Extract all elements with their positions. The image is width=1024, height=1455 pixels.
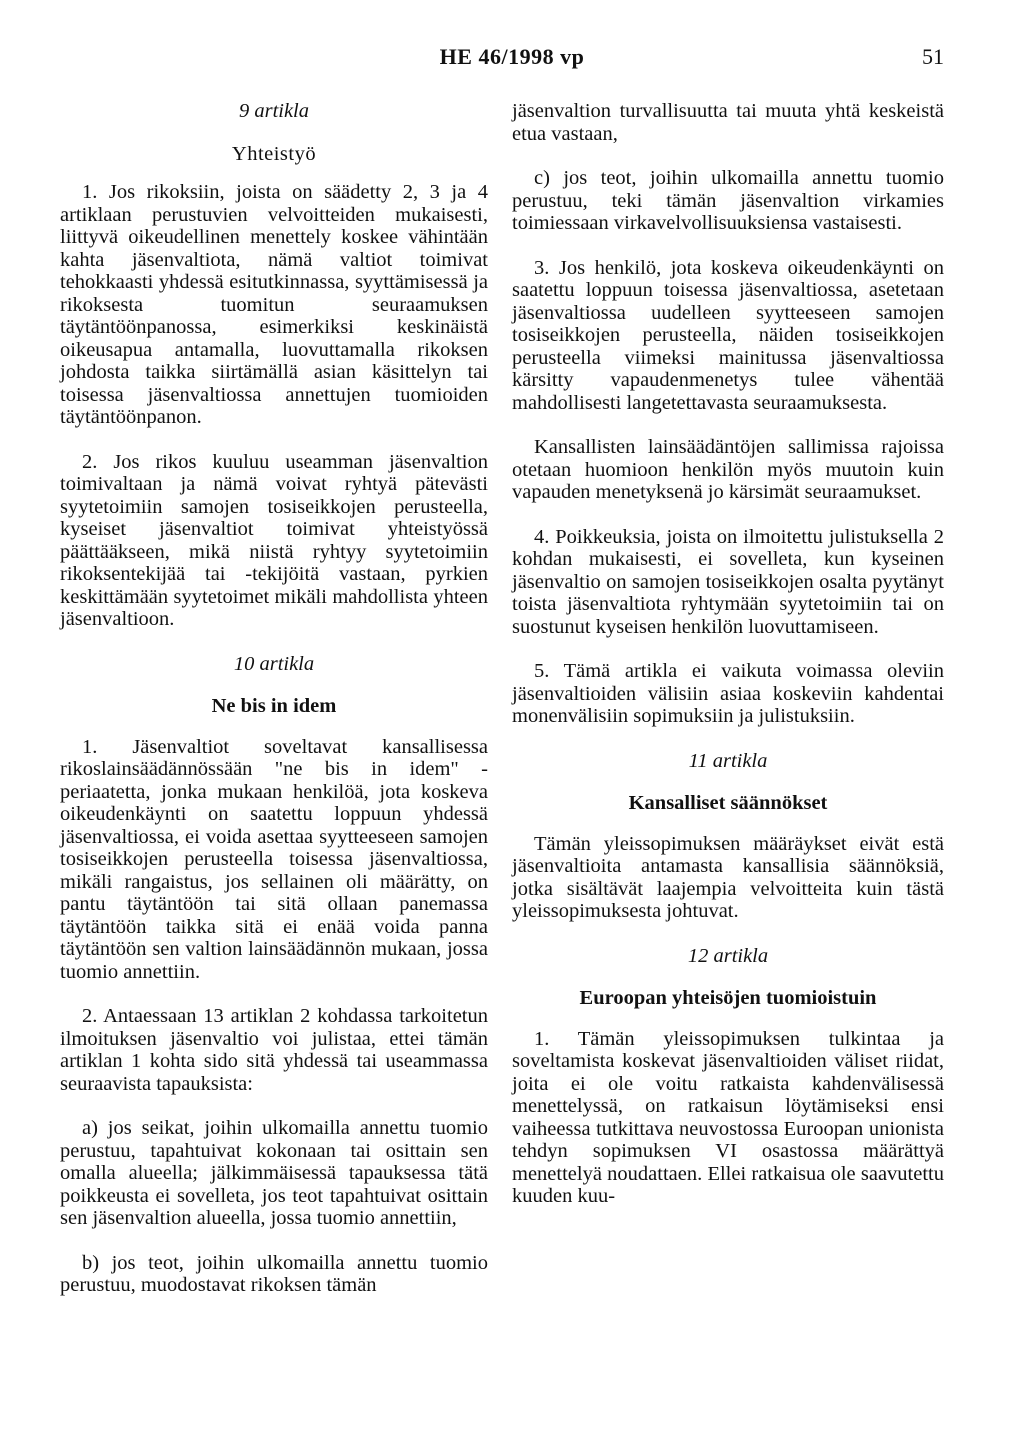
article-10-paragraph-1: 1. Jäsenvaltiot soveltavat kansallisessa rikoslainsäädännössään "ne bis in idem" -periaatetta, jonka mukaan henkilöä, jota koskeva oikeudenkäynti on saatettu loppuun yhdessä jäsenvaltiossa, ei voida asettaa syytteeseen samojen tosiseikkojen perusteella toisessa jäsenvaltiossa, mikäli rangaistus, jos sellainen oli määrätty, on pantu täytäntöön tai sitä ollaan panemassa täytäntöön taikka sitä ei enää voida panna täytäntöön sen valtion lainsäädännön mukaan, jossa tuomio annettiin.: [60, 735, 488, 983]
article-10-paragraph-3: 3. Jos henkilö, jota koskeva oikeudenkäynti on saatettu loppuun toisessa jäsenvaltiossa, asetetaan jäsenvaltiossa uudelleen syytteeseen samojen tosiseikkojen perusteella, näiden tosiseikkojen perusteella viimeksi mainitussa jäsenvaltiossa kärsitty vapaudenmenetys tulee vähentää mahdollisesti langetettavasta seuraamuksesta.: [512, 256, 944, 414]
article-10-paragraph-4: 4. Poikkeuksia, joista on ilmoitettu julistuksella 2 kohdan mukaisesti, ei sovelleta, kun kyseinen jäsenvaltio on samojen tosiseikkojen osalta pyytänyt toista jäsenvaltiota ryhtymään syytetoimiin tai on suostunut kyseisen henkilön luovuttamiseen.: [512, 525, 944, 638]
article-10-paragraph-3b: Kansallisten lainsäädäntöjen sallimissa rajoissa otetaan huomioon henkilön myös muutoin kuin vapauden menetyksenä jo kärsimät seuraamukset.: [512, 436, 944, 503]
document-reference: HE 46/1998 vp: [439, 44, 585, 69]
right-column: [512, 100, 944, 1230]
article-10-item-c: c) jos teot, joihin ulkomailla annettu tuomio perustuu, teki tämän jäsenvaltion virkamies toimiessaan virkavelvollisuuksiensa vastaisesti.: [512, 167, 944, 234]
article-10-paragraph-2: 2. Antaessaan 13 artiklan 2 kohdassa tarkoitetun ilmoituksen jäsenvaltio voi julistaa, ettei tämän artiklan 1 kohta sido sitä yhdessä tai useammassa seuraavista tapauksista:: [60, 1005, 488, 1095]
article-11-title: Kansalliset säännökset: [628, 792, 828, 814]
article-10-heading: 10 artikla: [233, 652, 315, 675]
article-10-paragraph-5: 5. Tämä artikla ei vaikuta voimassa oleviin jäsenvaltioiden välisiin asiaa koskeviin kahdentai monenvälisiin sopimuksiin ja julistuksiin.: [512, 660, 944, 727]
article-10-item-b: b) jos teot, joihin ulkomailla annettu tuomio perustuu, muodostavat rikoksen tämän: [60, 1251, 488, 1296]
article-9-paragraph-1: 1. Jos rikoksiin, joista on säädetty 2, 3 ja 4 artiklaan perustuvien velvoitteiden mukaisesti, liittyvä oikeudellinen menettely koskee vähintään kahta jäsenvaltiota, nämä valtiot toimivat tehokkaasti yhdessä esitutkinnassa, syyttämisessä ja rikoksesta tuomitun seuraamuksen täytäntöönpanossa, esimerkiksi keskinäistä oikeusapua antamalla, luovuttamalla rikoksen johdosta taikka siirtämällä asian käsittelyn tai toisessa jäsenvaltiossa annettujen tuomioiden täytäntöönpanon.: [60, 181, 488, 428]
article-9-title: Yhteistyö: [231, 142, 317, 165]
article-10-title: Ne bis in idem: [211, 695, 337, 717]
page-number: 51: [922, 44, 944, 69]
page-header: [0, 44, 1024, 74]
continued-paragraph: jäsenvaltion turvallisuutta tai muuta yhtä keskeistä etua vastaan,: [512, 100, 944, 145]
article-12-title: Euroopan yhteisöjen tuomioistuin: [579, 987, 877, 1009]
article-12-paragraph-1: 1. Tämän yleissopimuksen tulkintaa ja soveltamista koskevat jäsenvaltioiden väliset riidat, joita ei ole voitu ratkaista kahdenvälisessä menettelyssä, on ratkaisun löytämiseksi ensi vaiheessa tutkittava neuvostossa Euroopan unionista tehdyn sopimuksen VI osastossa määrättyä menettelyä noudattaen. Ellei ratkaisua ole saavutettu kuuden kuu-: [512, 1027, 944, 1207]
article-11-paragraph-1: Tämän yleissopimuksen määräykset eivät estä jäsenvaltioita antamasta kansallisia säännöksiä, jotka sisältävät laajempia velvoitteita kuin tästä yleissopimuksesta johtuvat.: [512, 832, 944, 922]
article-9-paragraph-2: 2. Jos rikos kuuluu useamman jäsenvaltion toimivaltaan ja nämä voivat ryhtyä pätevästi syytetoimiin samojen tosiseikkojen perusteella, kyseiset jäsenvaltiot toimivat yhteistyössä päättääkseen, mikä niistä ryhtyy syytetoimiin rikoksentekijää tai -tekijöitä vastaan, pyrkien keskittämään syytetoimet mikäli mahdollista yhteen jäsenvaltioon.: [60, 450, 488, 630]
left-column: [60, 100, 488, 1319]
article-11-heading: 11 artikla: [688, 749, 768, 772]
article-10-item-a: a) jos seikat, joihin ulkomailla annettu tuomio perustuu, tapahtuivat kokonaan tai osittain sen omalla alueella; jälkimmäisessä tapauksessa tätä poikkeusta ei sovelleta, jos teot tapahtuivat osittain sen jäsenvaltion alueella, jossa tuomio annettiin,: [60, 1117, 488, 1229]
article-9-heading: 9 artikla: [238, 100, 310, 122]
article-12-heading: 12 artikla: [687, 944, 769, 967]
